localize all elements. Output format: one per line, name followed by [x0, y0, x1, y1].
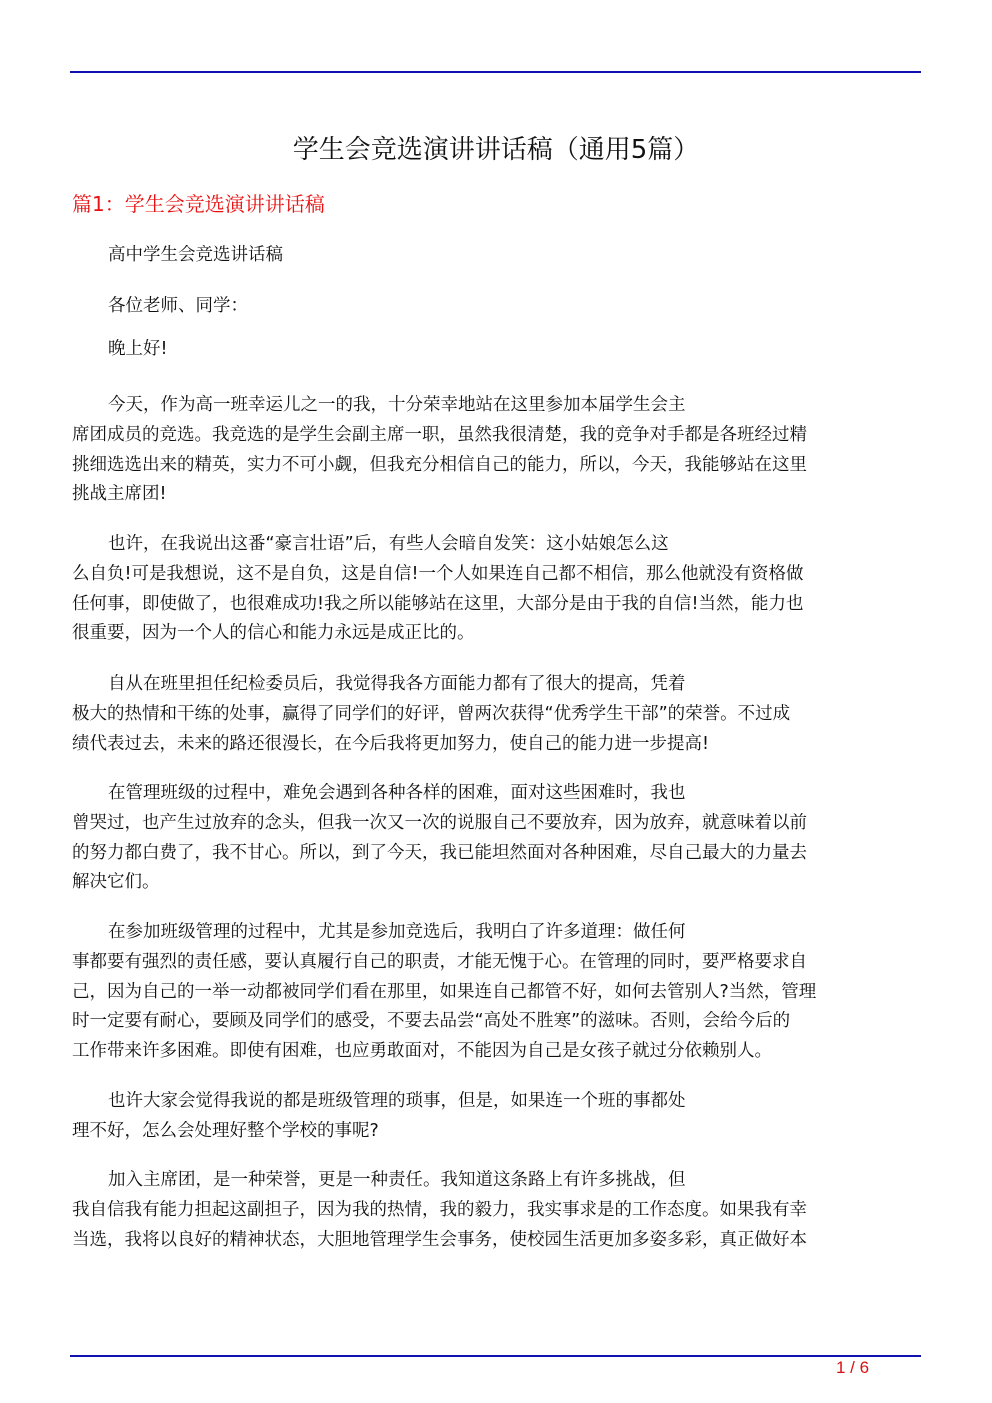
page-number: 1 / 6 — [836, 1358, 870, 1377]
paragraph — [72, 530, 922, 649]
paragraph-line: 当选，我将以良好的精神状态，大胆地管理学生会事务，使校园生活更加多姿多彩，真正做好本 — [72, 1229, 807, 1250]
paragraph-line: 各位老师、同学： — [108, 296, 248, 316]
paragraph-line: 挑细选选出来的精英，实力不可小觑，但我充分相信自己的能力，所以，今天，我能够站在这里 — [72, 454, 807, 475]
paragraph-line: 解决它们。 — [72, 872, 160, 893]
paragraph-line: 自从在班里担任纪检委员后，我觉得我各方面能力都有了很大的提高，凭着 — [108, 674, 686, 694]
paragraph-line: 的努力都白费了，我不甘心。所以，到了今天，我已能坦然面对各种困难，尽自己最大的力量去 — [72, 842, 807, 863]
paragraph-line: 在管理班级的过程中，难免会遇到各种各样的困难，面对这些困难时，我也 — [108, 783, 686, 803]
paragraph-line: 很重要，因为一个人的信心和能力永远是成正比的。 — [72, 623, 475, 644]
paragraph-line: 加入主席团，是一种荣誉，更是一种责任。我知道这条路上有许多挑战，但 — [108, 1170, 686, 1190]
paragraph-line: 晚上好! — [108, 339, 168, 359]
paragraph — [72, 1087, 922, 1147]
paragraph-line: 绩代表过去，未来的路还很漫长，在今后我将更加努力，使自己的能力进一步提高! — [72, 733, 710, 754]
paragraph — [72, 241, 922, 271]
paragraph-line: 己，因为自己的一举一动都被同学们看在那里，如果连自己都管不好，如何去管别人?当然，管理 — [72, 981, 817, 1002]
document-title: 学生会竞选演讲讲话稿（通用5篇） — [292, 135, 700, 165]
paragraph-line: 时一定要有耐心，要顾及同学们的感受，不要去品尝“高处不胜寒”的滋味。否则，会给今后的 — [72, 1011, 791, 1032]
paragraph-line: 今天，作为高一班幸运儿之一的我，十分荣幸地站在这里参加本届学生会主 — [108, 395, 686, 415]
paragraph-line: 曾哭过，也产生过放弃的念头，但我一次又一次的说服自己不要放弃，因为放弃，就意味着以前 — [72, 812, 807, 833]
header-rule — [70, 71, 921, 73]
paragraph-line: 工作带来许多困难。即使有困难，也应勇敢面对，不能因为自己是女孩子就过分依赖别人。 — [72, 1041, 772, 1062]
paragraph — [72, 1166, 922, 1255]
paragraph — [72, 779, 922, 898]
footer-rule — [70, 1355, 921, 1357]
section-heading: 篇1：学生会竞选演讲讲话稿 — [72, 192, 325, 216]
paragraph — [72, 391, 922, 510]
paragraph-line: 也许，在我说出这番“豪言壮语”后，有些人会暗自发笑：这小姑娘怎么这 — [108, 534, 669, 554]
paragraph — [72, 335, 922, 365]
paragraph-line: 极大的热情和干练的处事，赢得了同学们的好评，曾两次获得“优秀学生干部”的荣誉。不过成 — [72, 703, 791, 724]
paragraph-line: 挑战主席团! — [72, 484, 167, 505]
paragraph-line: 事都要有强烈的责任感，要认真履行自己的职责，才能无愧于心。在管理的同时，要严格要求自 — [72, 951, 807, 972]
paragraph-line: 么自负!可是我想说，这不是自负，这是自信!一个人如果连自己都不相信，那么他就没有资格做 — [72, 563, 804, 584]
paragraph-line: 高中学生会竞选讲话稿 — [108, 245, 283, 265]
paragraph-line: 也许大家会觉得我说的都是班级管理的琐事，但是，如果连一个班的事都处 — [108, 1091, 686, 1111]
paragraph — [72, 918, 922, 1067]
paragraph-line: 在参加班级管理的过程中，尤其是参加竞选后，我明白了许多道理：做任何 — [108, 922, 686, 942]
paragraph — [72, 670, 922, 759]
paragraph-line: 席团成员的竞选。我竞选的是学生会副主席一职，虽然我很清楚，我的竞争对手都是各班经过精 — [72, 424, 807, 445]
paragraph — [72, 292, 922, 322]
paragraph-line: 理不好，怎么会处理好整个学校的事呢? — [72, 1120, 379, 1141]
paragraph-line: 任何事，即使做了，也很难成功!我之所以能够站在这里，大部分是由于我的自信!当然，能力也 — [72, 593, 804, 614]
paragraph-line: 我自信我有能力担起这副担子，因为我的热情，我的毅力，我实事求是的工作态度。如果我有幸 — [72, 1199, 807, 1220]
